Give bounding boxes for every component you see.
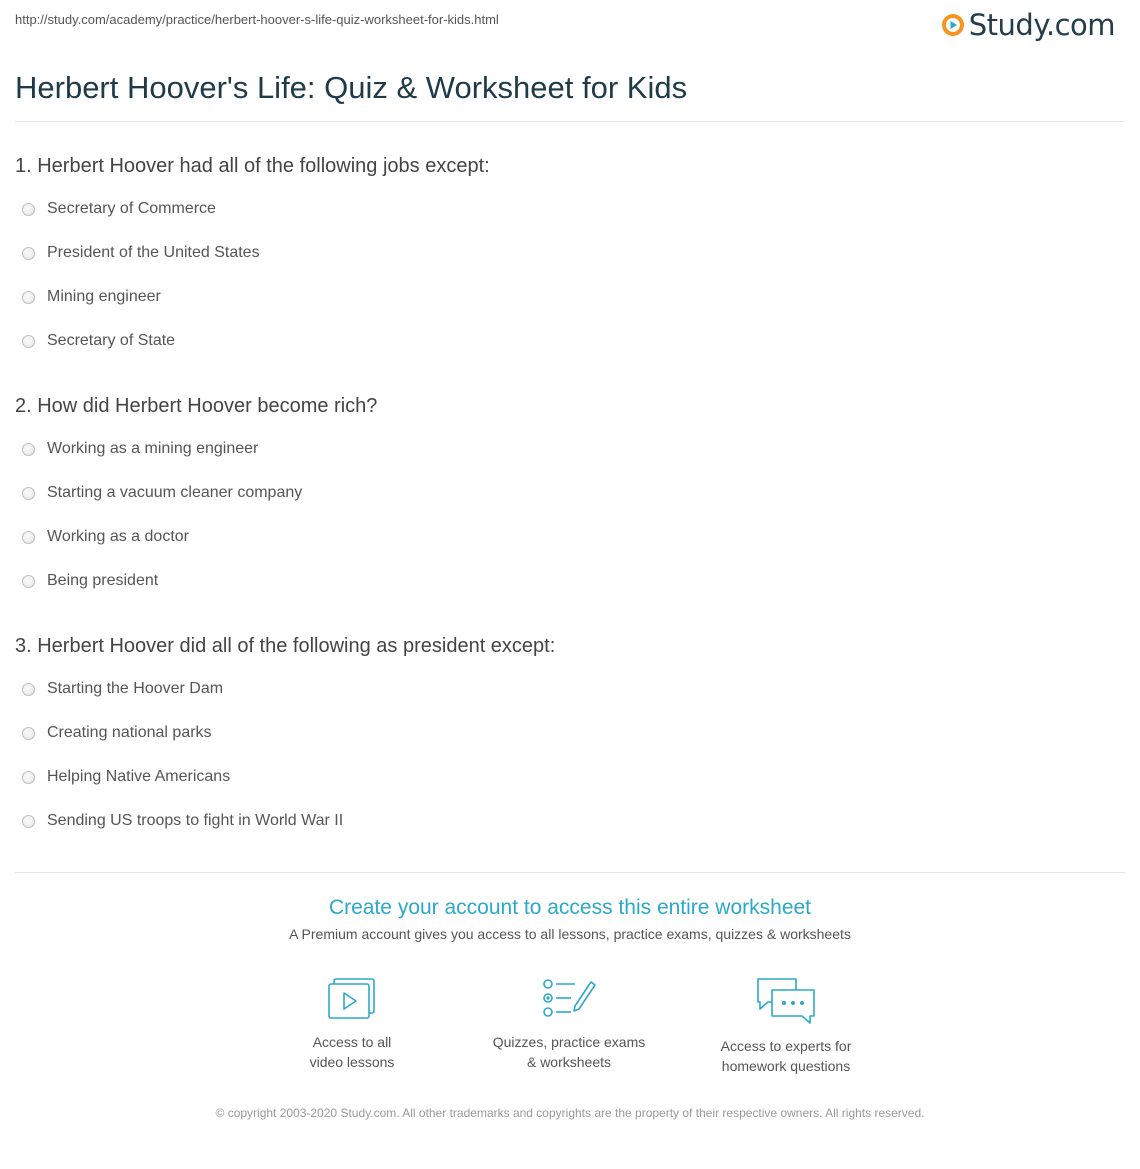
question-1-option[interactable] xyxy=(22,288,161,306)
option-label: Starting a vacuum cleaner company xyxy=(47,484,303,501)
question-3-option[interactable] xyxy=(22,812,343,830)
feature-label-line1: Access to experts for xyxy=(720,1038,852,1054)
radio-button[interactable] xyxy=(22,771,35,784)
feature-label-line2: & worksheets xyxy=(526,1054,612,1070)
radio-button[interactable] xyxy=(22,291,35,304)
title-divider xyxy=(15,121,1125,122)
feature-video-lessons xyxy=(252,976,452,1072)
play-circle-icon xyxy=(941,13,965,37)
feature-experts xyxy=(686,976,886,1076)
cta-subtitle: A Premium account gives you access to all lessons, practice exams, quizzes & worksheets xyxy=(289,926,851,942)
logo-text: Study.com xyxy=(968,8,1115,42)
question-3-option[interactable] xyxy=(22,724,212,742)
option-label: Being president xyxy=(47,572,159,589)
feature-label-line2: video lessons xyxy=(309,1054,395,1070)
feature-quizzes xyxy=(469,976,669,1072)
option-label: Starting the Hoover Dam xyxy=(47,680,224,697)
option-label: Working as a mining engineer xyxy=(47,440,259,457)
feature-label-line2: homework questions xyxy=(721,1058,851,1074)
radio-button[interactable] xyxy=(22,335,35,348)
option-label: Working as a doctor xyxy=(47,528,189,545)
question-3-option[interactable] xyxy=(22,768,230,786)
chat-bubbles-icon xyxy=(754,976,818,1026)
question-2-option[interactable] xyxy=(22,572,158,590)
feature-label-line1: Access to all xyxy=(312,1034,392,1050)
create-account-link[interactable]: Create your account to access this entire worksheet xyxy=(328,896,812,919)
video-lessons-icon xyxy=(326,976,378,1022)
radio-button[interactable] xyxy=(22,487,35,500)
question-2: 2. How did Herbert Hoover become rich? xyxy=(15,395,378,417)
radio-button[interactable] xyxy=(22,443,35,456)
radio-button[interactable] xyxy=(22,727,35,740)
question-2-option[interactable] xyxy=(22,484,302,502)
question-2-option[interactable] xyxy=(22,440,258,458)
radio-button[interactable] xyxy=(22,203,35,216)
section-divider xyxy=(15,872,1125,873)
question-1-option[interactable] xyxy=(22,244,260,262)
question-1-option[interactable] xyxy=(22,200,216,218)
study-logo[interactable] xyxy=(941,8,1115,42)
option-label: Creating national parks xyxy=(47,724,212,741)
radio-button[interactable] xyxy=(22,575,35,588)
option-label: Helping Native Americans xyxy=(47,768,231,785)
radio-button[interactable] xyxy=(22,815,35,828)
option-label: Secretary of Commerce xyxy=(47,200,216,217)
radio-button[interactable] xyxy=(22,247,35,260)
radio-button[interactable] xyxy=(22,531,35,544)
page-url: http://study.com/academy/practice/herbert-hoover-s-life-quiz-worksheet-for-kids.html xyxy=(15,12,499,27)
copyright-text: © copyright 2003-2020 Study.com. All other trademarks and copyrights are the property of their respective owners. All rights reserved. xyxy=(215,1106,925,1120)
option-label: Mining engineer xyxy=(47,288,161,305)
question-1: 1. Herbert Hoover had all of the following jobs except: xyxy=(15,155,490,177)
option-label: Sending US troops to fight in World War II xyxy=(47,812,344,829)
radio-button[interactable] xyxy=(22,683,35,696)
question-3-option[interactable] xyxy=(22,680,223,698)
option-label: Secretary of State xyxy=(47,332,176,349)
quiz-checklist-icon xyxy=(541,976,597,1022)
option-label: President of the United States xyxy=(47,244,260,261)
page-title: Herbert Hoover's Life: Quiz & Worksheet for Kids xyxy=(15,70,688,105)
question-2-option[interactable] xyxy=(22,528,189,546)
feature-label-line1: Quizzes, practice exams xyxy=(492,1034,646,1050)
question-1-option[interactable] xyxy=(22,332,175,350)
question-3: 3. Herbert Hoover did all of the following as president except: xyxy=(15,635,556,657)
